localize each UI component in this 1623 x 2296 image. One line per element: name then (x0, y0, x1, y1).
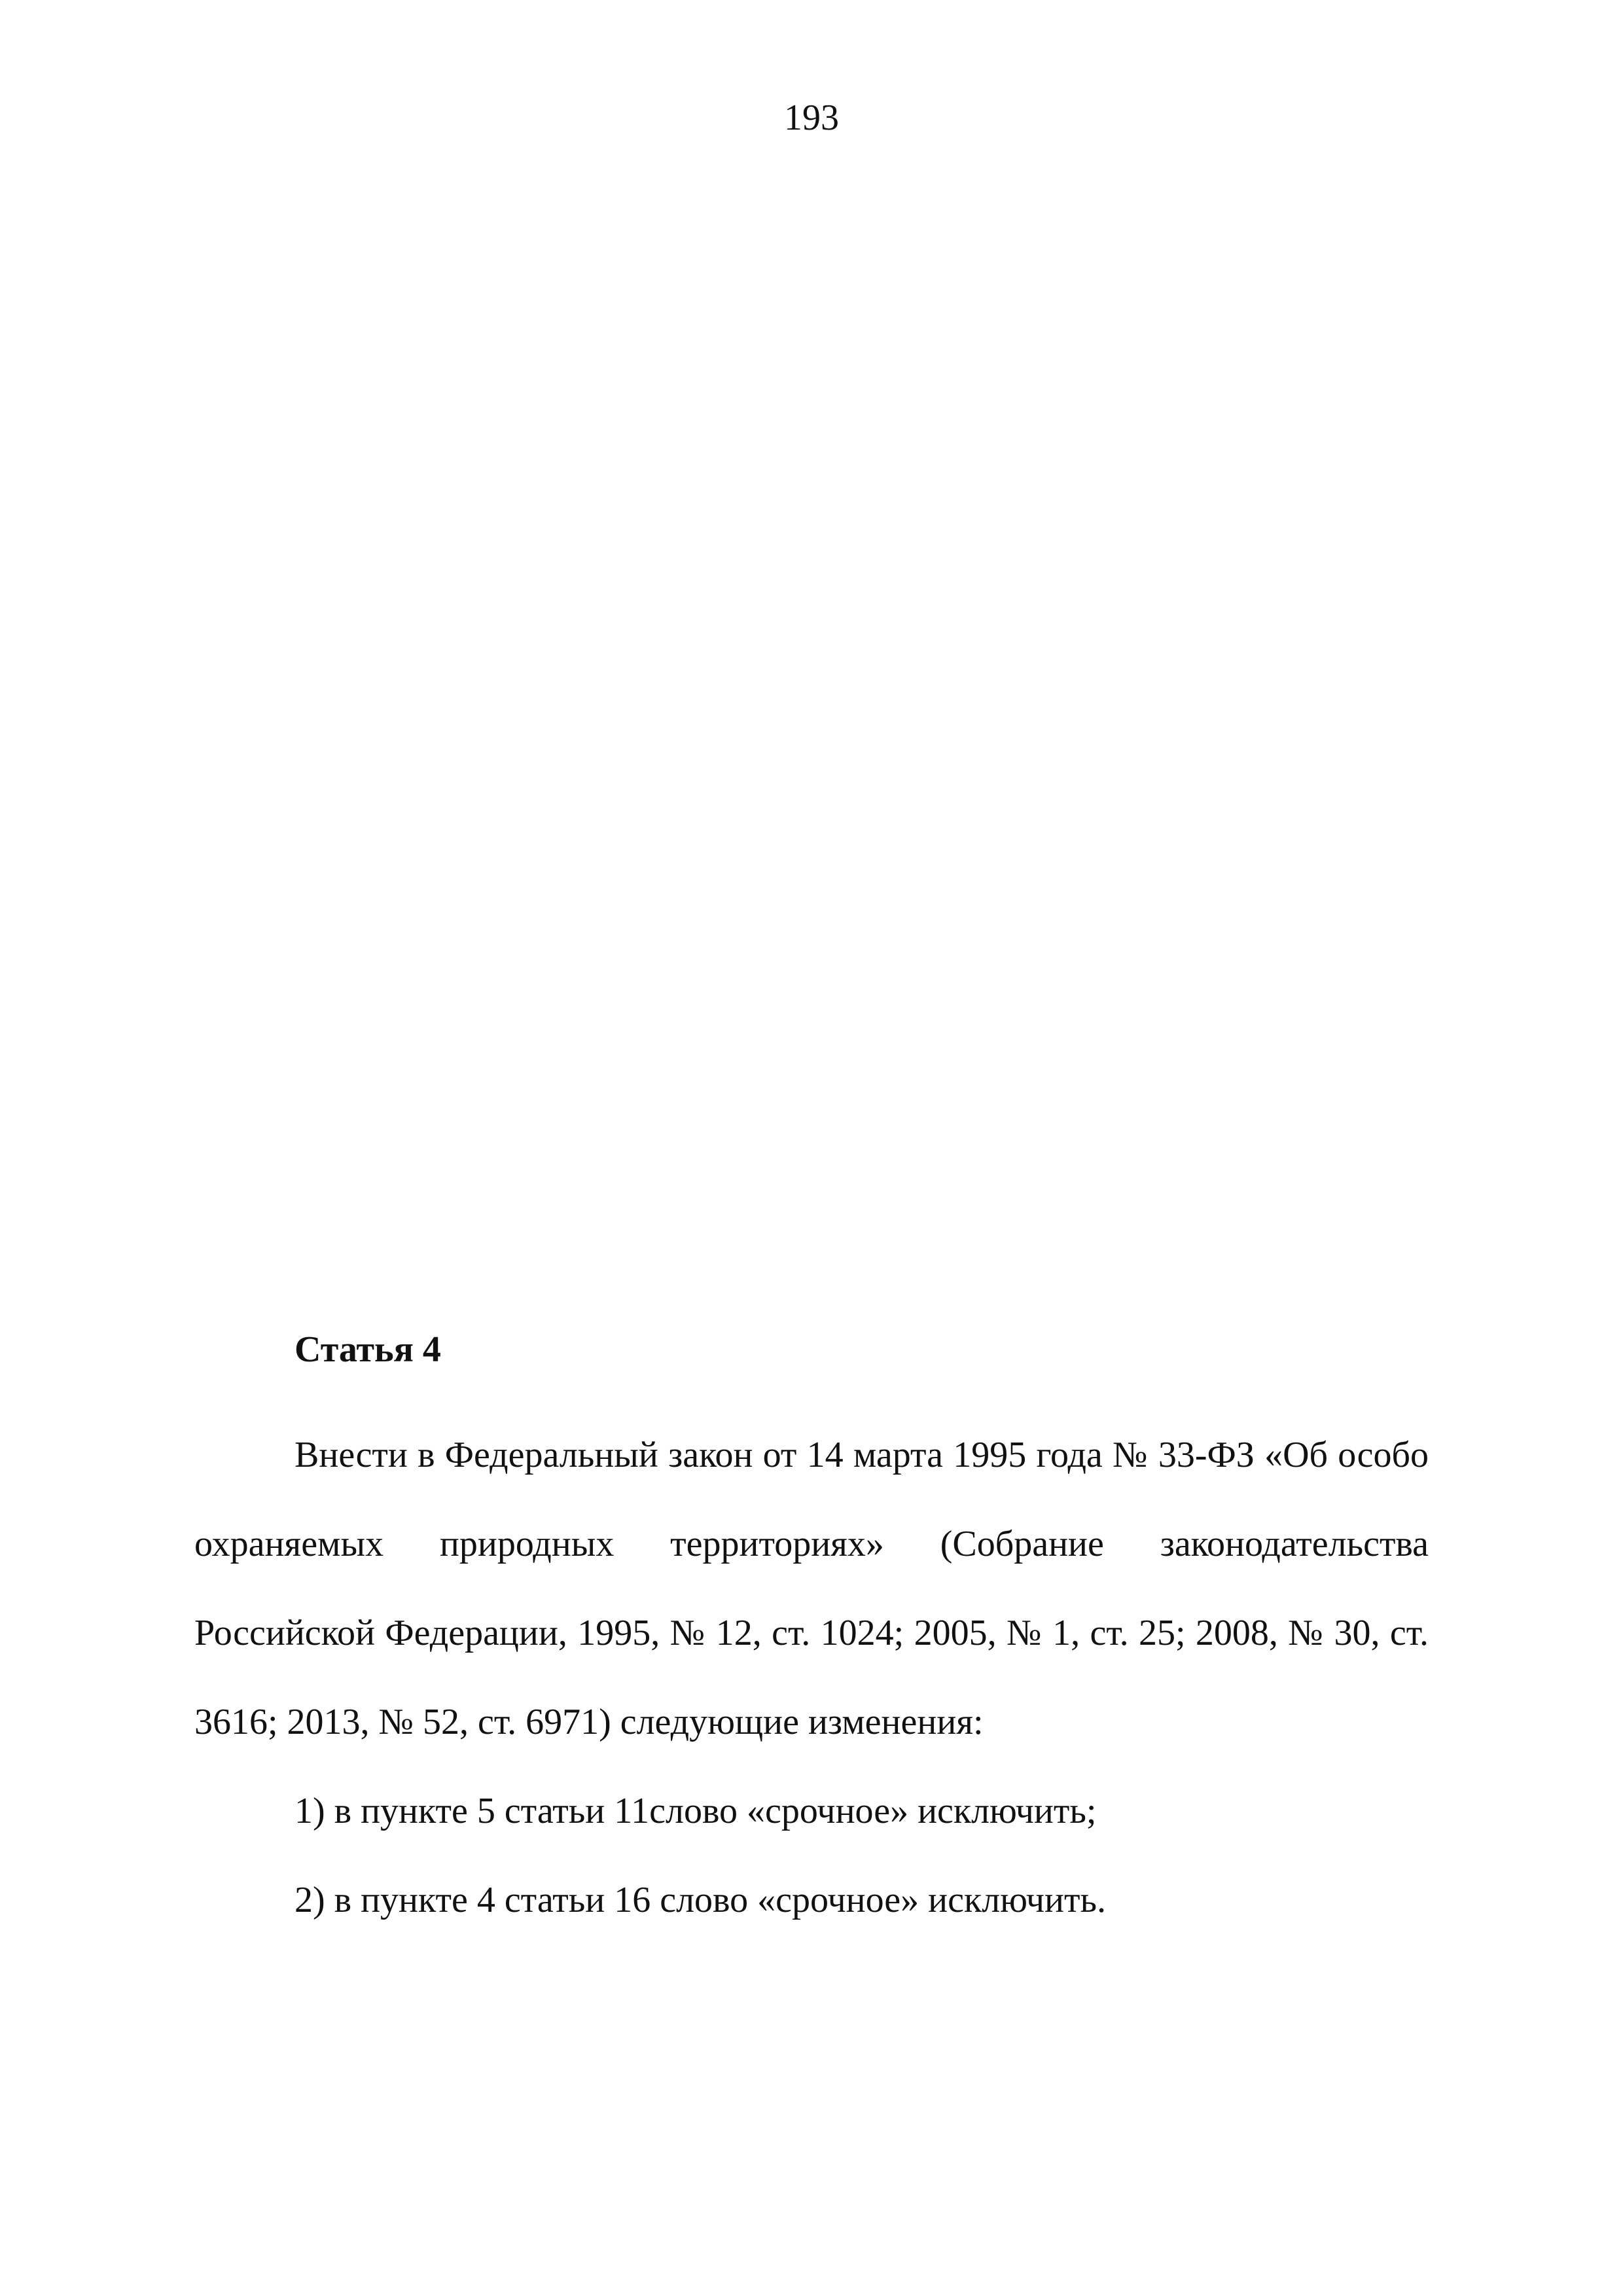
article-intro-paragraph: Внести в Федеральный закон от 14 марта 1995 года № 33-ФЗ «Об особо охраняемых природных территориях» (Собрание законодательства Российской Федерации, 1995, № 12, ст. 1024; 2005, № 1, ст. 25; 2008, № 30, ст. 3616; 2013, № 52, ст. 6971) следующие изменения: (194, 1435, 1429, 1742)
amendment-item-2: 2) в пункте 4 статьи 16 слово «срочное» исключить. (294, 1880, 1106, 1920)
amendment-item-1: 1) в пункте 5 статьи 11слово «срочное» исключить; (294, 1791, 1097, 1831)
article-body (194, 1410, 1429, 1945)
article-heading: Статья 4 (294, 1329, 441, 1370)
page-number: 193 (784, 98, 839, 138)
